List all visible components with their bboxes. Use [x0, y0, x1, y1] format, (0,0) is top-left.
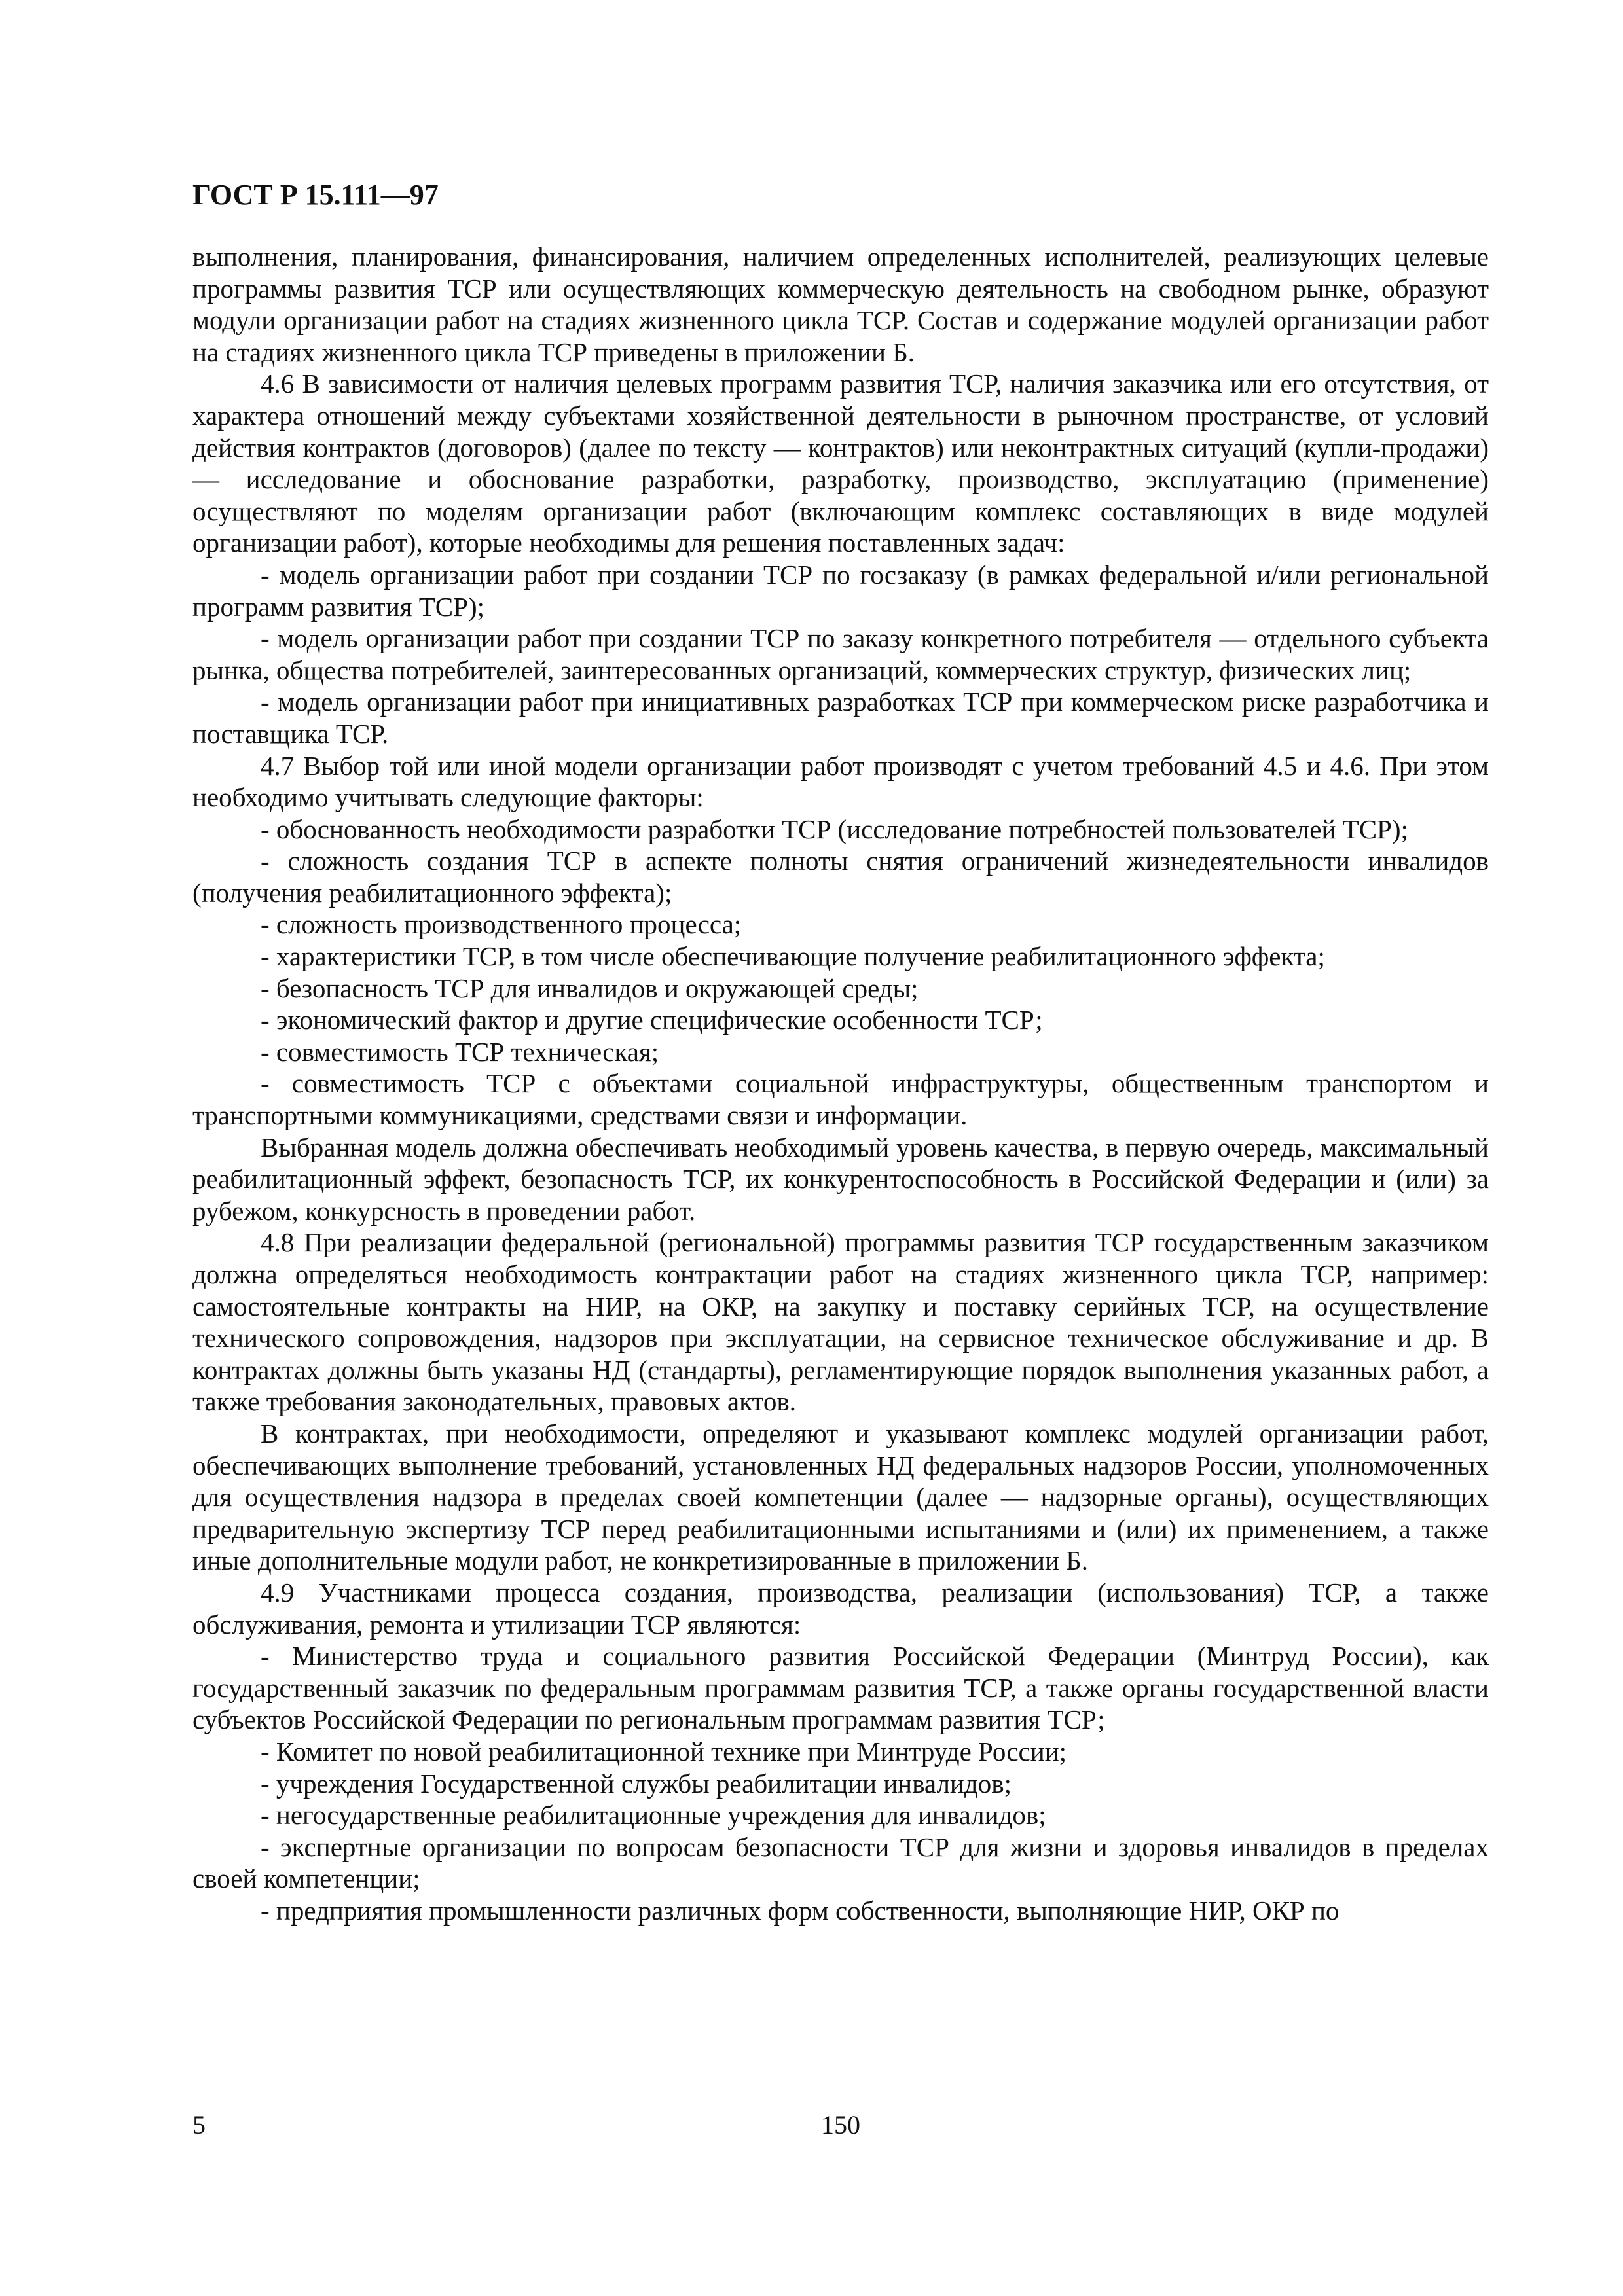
list-item: - предприятия промышленности различных форм собственности, выполняющие НИР, ОКР по: [261, 1895, 1340, 1926]
list-item: - экономический фактор и другие специфические особенности ТСР;: [261, 1005, 1043, 1035]
paragraph: выполнения, планирования, финансирования, наличием определенных исполнителей, реализующих целевые программы развития ТСР или осуществляющих коммерческую деятельность на свободном рынке, образуют модули организации работ на стадиях жизненного цикла ТСР. Состав и содержание модулей организации работ на стадиях жизненного цикла ТСР приведены в приложении Б.: [192, 242, 1489, 367]
document-header: ГОСТ Р 15.111—97: [192, 179, 439, 211]
list-item: - модель организации работ при инициативных разработках ТСР при коммерческом риске разработчика и поставщика ТСР.: [192, 687, 1489, 749]
paragraph: 4.6 В зависимости от наличия целевых программ развития ТСР, наличия заказчика или его отсутствия, от характера отношений между субъектами хозяйственной деятельности в рыночном пространстве, от условий действия контрактов (договоров) (далее по тексту — контрактов) или неконтрактных ситуаций (купли-продажи) — исследование и обоснование разработки, разработку, производство, эксплуатацию (применение) осуществляют по моделям организации работ (включающим комплекс составляющих в виде модулей организации работ), которые необходимы для решения поставленных задач:: [192, 368, 1489, 558]
document-body: [192, 241, 1489, 1926]
paragraph: Выбранная модель должна обеспечивать необходимый уровень качества, в первую очередь, максимальный реабилитационный эффект, безопасность ТСР, их конкурентоспособность в Российской Федерации и (или) за рубежом, конкурсность в проведении работ.: [192, 1132, 1489, 1226]
page-number-center: 150: [821, 2110, 860, 2140]
paragraph: 4.7 Выбор той или иной модели организации работ производят с учетом требований 4.5 и 4.6. При этом необходимо учитывать следующие факторы:: [192, 750, 1489, 813]
list-item: - характеристики ТСР, в том числе обеспечивающие получение реабилитационного эффекта;: [261, 941, 1325, 972]
paragraph: 4.9 Участниками процесса создания, производства, реализации (использования) ТСР, а также обслуживания, ремонта и утилизации ТСР являются:: [192, 1577, 1489, 1640]
list-item: - модель организации работ при создании ТСР по заказу конкретного потребителя — отдельного субъекта рынка, общества потребителей, заинтересованных организаций, коммерческих структур, физических лиц;: [192, 623, 1489, 685]
list-item: - экспертные организации по вопросам безопасности ТСР для жизни и здоровья инвалидов в пределах своей компетенции;: [192, 1831, 1489, 1894]
list-item: - модель организации работ при создании ТСР по госзаказу (в рамках федеральной и/или региональной программ развития ТСР);: [192, 559, 1489, 622]
list-item: - негосударственные реабилитационные учреждения для инвалидов;: [261, 1800, 1046, 1831]
paragraph: 4.8 При реализации федеральной (региональной) программы развития ТСР государственным заказчиком должна определяться необходимость контрактации работ на стадиях жизненного цикла ТСР, например: самостоятельные контракты на НИР, на ОКР, на закупку и поставку серийных ТСР, на осуществление технического сопровождения, надзоров при эксплуатации, на сервисное техническое обслуживание и др. В контрактах должны быть указаны НД (стандарты), регламентирующие порядок выполнения указанных работ, а также требования законодательных, правовых актов.: [192, 1227, 1489, 1417]
list-item: - сложность производственного процесса;: [261, 909, 742, 940]
list-item: - совместимость ТСР техническая;: [261, 1036, 659, 1067]
paragraph: В контрактах, при необходимости, определяют и указывают комплекс модулей организации работ, обеспечивающих выполнение требований, установленных НД федеральных надзоров России, уполномоченных для осуществления надзора в пределах своей компетенции (далее — надзорные органы), осуществляющих предварительную экспертизу ТСР перед реабилитационными испытаниями и (или) их применением, а также иные дополнительные модули работ, не конкретизированные в приложении Б.: [192, 1418, 1489, 1576]
list-item: - обоснованность необходимости разработки ТСР (исследование потребностей пользователей ТСР);: [261, 814, 1408, 844]
list-item: - Министерство труда и социального развития Российской Федерации (Минтруд России), как государственный заказчик по федеральным программам развития ТСР, а также органы государственной власти субъектов Российской Федерации по региональным программам развития ТСР;: [192, 1641, 1489, 1735]
page-number-left: 5: [192, 2110, 206, 2140]
list-item: - совместимость ТСР с объектами социальной инфраструктуры, общественным транспортом и транспортными коммуникациями, средствами связи и информации.: [192, 1068, 1489, 1131]
list-item: - Комитет по новой реабилитационной технике при Минтруде России;: [261, 1736, 1067, 1767]
list-item: - сложность создания ТСР в аспекте полноты снятия ограничений жизнедеятельности инвалидов (получения реабилитационного эффекта);: [192, 846, 1489, 908]
list-item: - безопасность ТСР для инвалидов и окружающей среды;: [261, 973, 919, 1003]
list-item: - учреждения Государственной службы реабилитации инвалидов;: [261, 1768, 1012, 1799]
